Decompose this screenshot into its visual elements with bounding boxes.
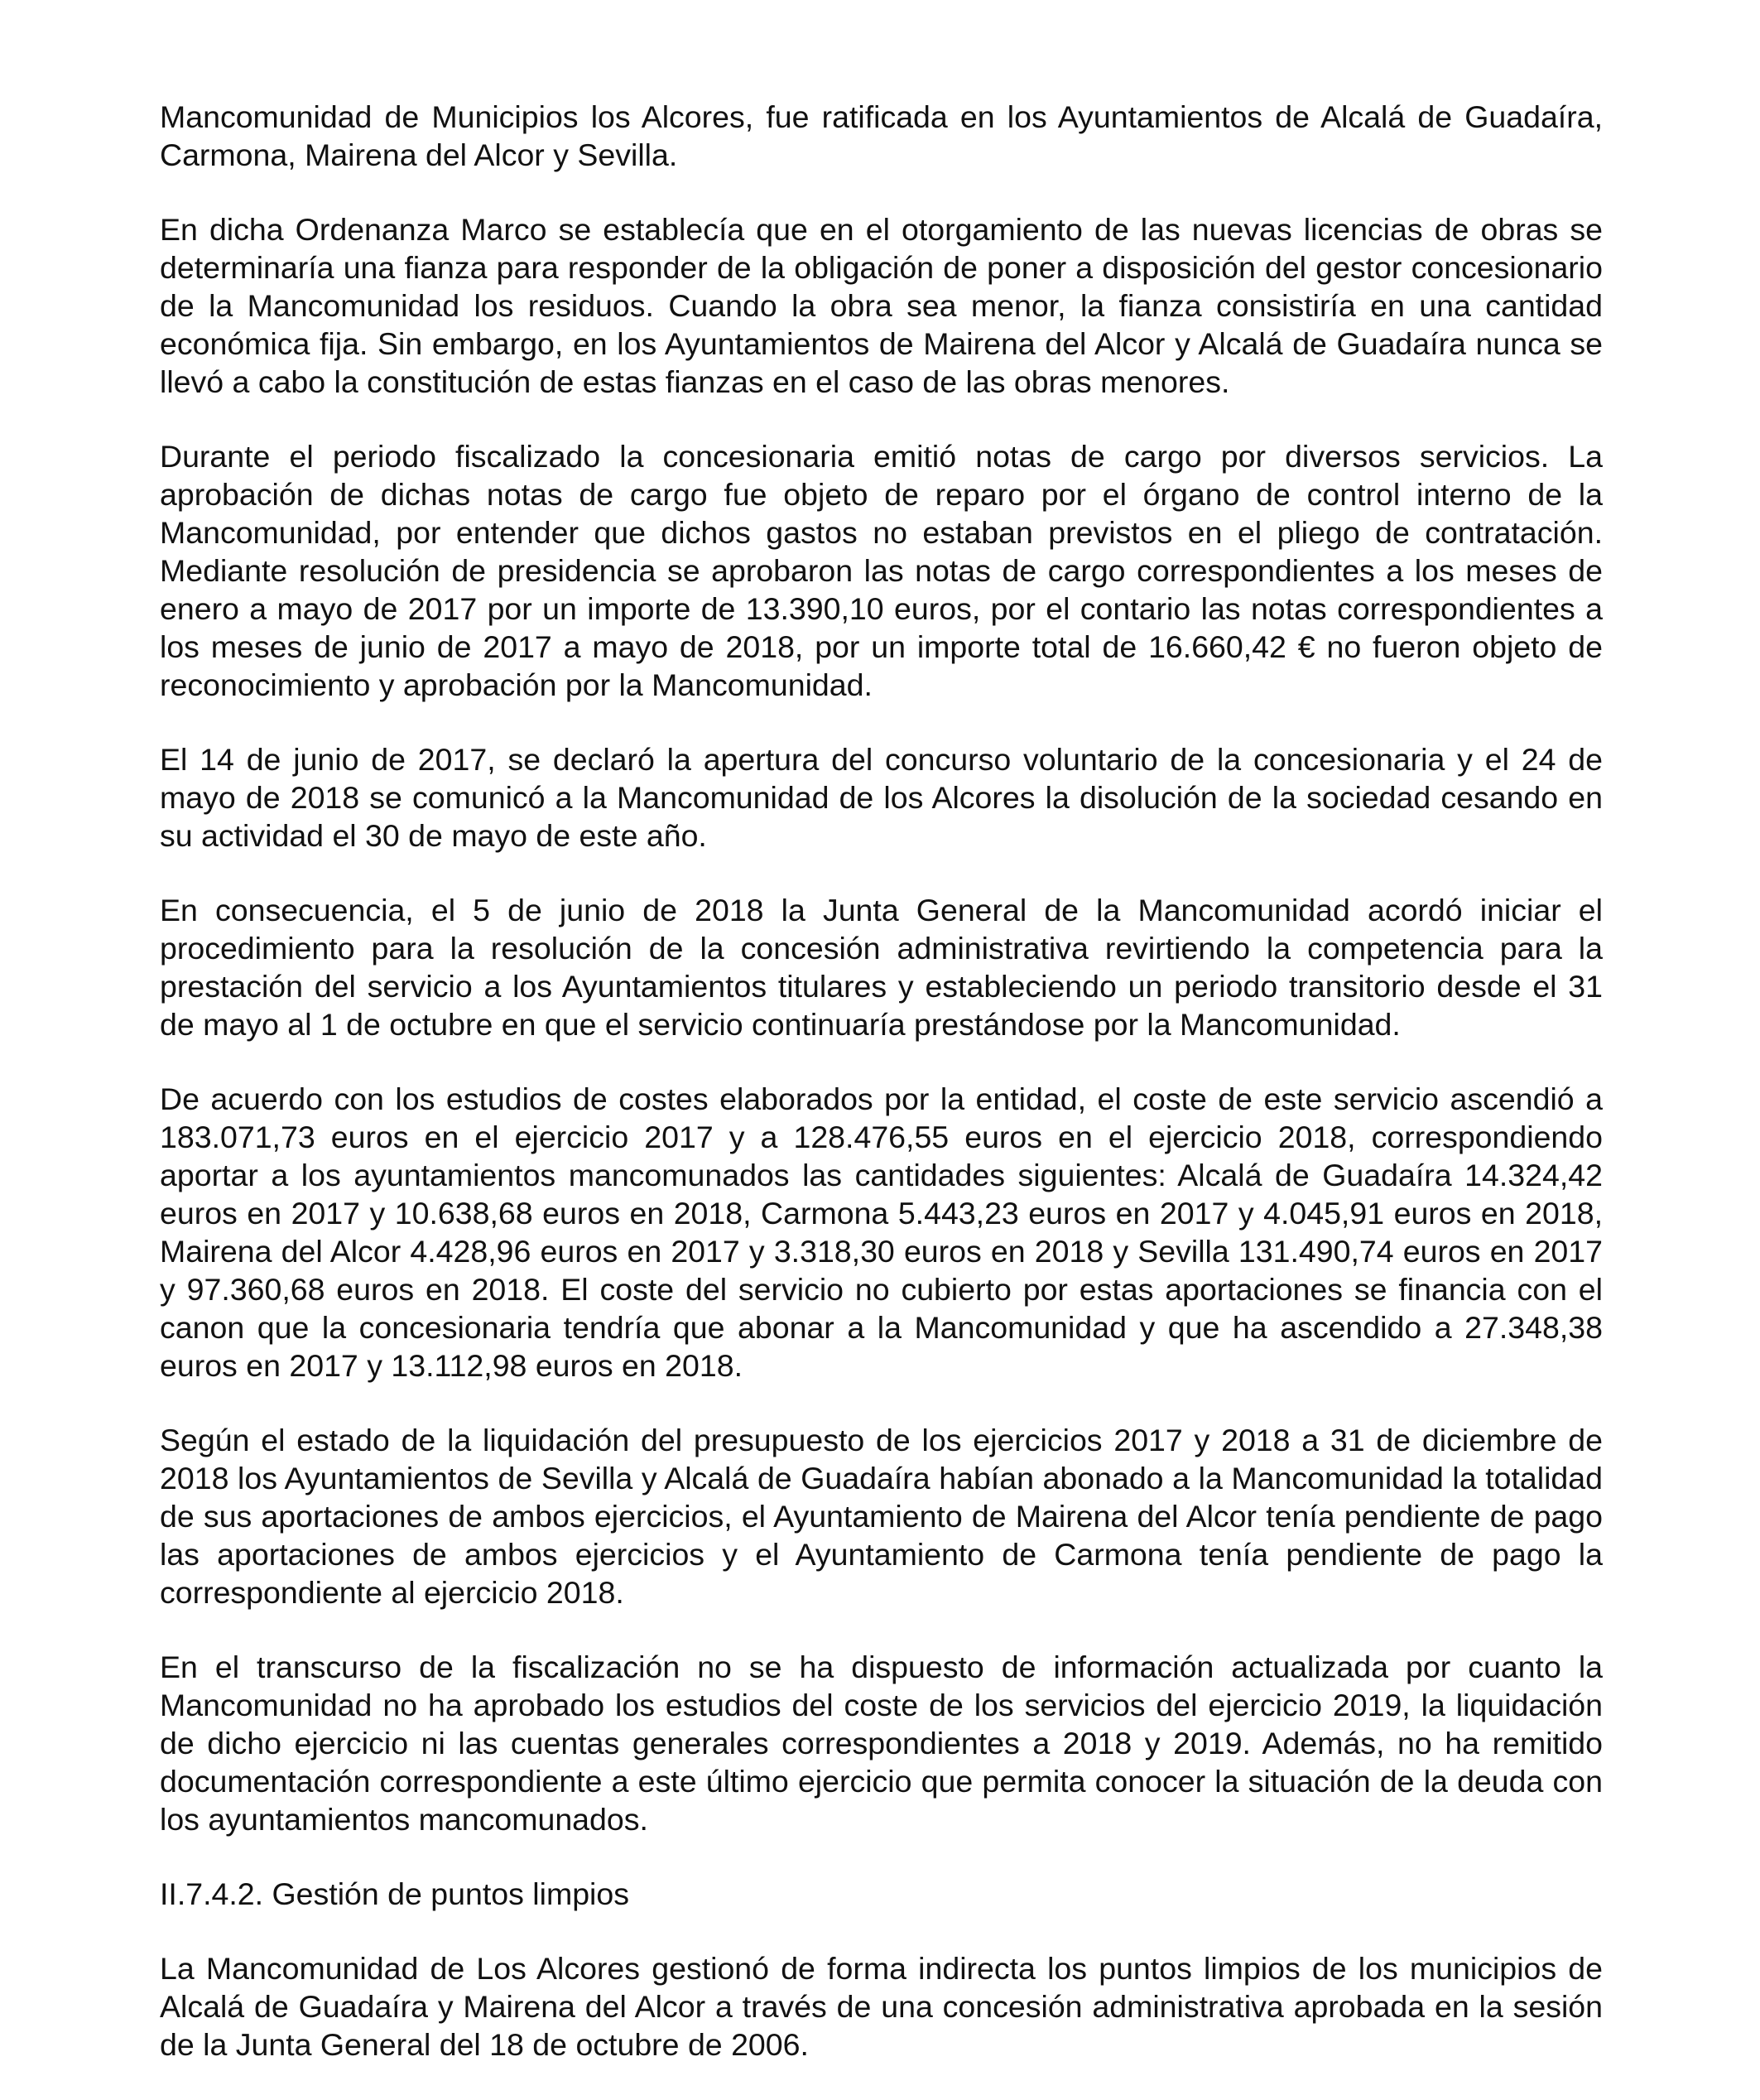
document-body <box>160 98 1603 2100</box>
paragraph-fiscalizacion: En el transcurso de la fiscalización no se ha dispuesto de información actualizada por cuanto la Mancomunidad no ha aprobado los estudios del coste de los servicios del ejercicio 2019, la liquidación de dicho ejercicio ni las cuentas generales correspondientes a 2018 y 2019. Además, no ha remitido documentación correspondiente a este último ejercicio que permita conocer la situación de la deuda con los ayuntamientos mancomunados. <box>160 1650 1603 1837</box>
paragraph-puntos-limpios: La Mancomunidad de Los Alcores gestionó de forma indirecta los puntos limpios de los municipios de Alcalá de Guadaíra y Mairena del Alcor a través de una concesión administrativa aprobada en la sesión de la Junta General del 18 de octubre de 2006. <box>160 1951 1603 2062</box>
paragraph-resolucion: En consecuencia, el 5 de junio de 2018 la Junta General de la Mancomunidad acordó iniciar el procedimiento para la resolución de la concesión administrativa revirtiendo la competencia para la prestación del servicio a los Ayuntamientos titulares y estableciendo un periodo transitorio desde el 31 de mayo al 1 de octubre en que el servicio continuaría prestándose por la Mancomunidad. <box>160 893 1603 1042</box>
section-heading: II.7.4.2. Gestión de puntos limpios <box>160 1876 629 1911</box>
paragraph-ratification: Mancomunidad de Municipios los Alcores, fue ratificada en los Ayuntamientos de Alcalá de Guadaíra, Carmona, Mairena del Alcor y Sevilla. <box>160 99 1603 172</box>
paragraph-liquidacion: Según el estado de la liquidación del presupuesto de los ejercicios 2017 y 2018 a 31 de diciembre de 2018 los Ayuntamientos de Sevilla y Alcalá de Guadaíra habían abonado a la Mancomunidad la totalidad de sus aportaciones de ambos ejercicios, el Ayuntamiento de Mairena del Alcor tenía pendiente de pago las aportaciones de ambos ejercicios y el Ayuntamiento de Carmona tenía pendiente de pago la correspondiente al ejercicio 2018. <box>160 1423 1603 1610</box>
paragraph-notas-de-cargo: Durante el periodo fiscalizado la concesionaria emitió notas de cargo por diversos servicios. La aprobación de dichas notas de cargo fue objeto de reparo por el órgano de control interno de la Mancomunidad, por entender que dichos gastos no estaban previstos en el pliego de contratación. Mediante resolución de presidencia se aprobaron las notas de cargo correspondientes a los meses de enero a mayo de 2017 por un importe de 13.390,10 euros, por el contario las notas correspondientes a los meses de junio de 2017 a mayo de 2018, por un importe total de 16.660,42 € no fueron objeto de reconocimiento y aprobación por la Mancomunidad. <box>160 439 1603 702</box>
paragraph-costes: De acuerdo con los estudios de costes elaborados por la entidad, el coste de este servicio ascendió a 183.071,73 euros en el ejercicio 2017 y a 128.476,55 euros en el ejercicio 2018, correspondiendo aportar a los ayuntamientos mancomunados las cantidades siguientes: Alcalá de Guadaíra 14.324,42 euros en 2017 y 10.638,68 euros en 2018, Carmona 5.443,23 euros en 2017 y 4.045,91 euros en 2018, Mairena del Alcor 4.428,96 euros en 2017 y 3.318,30 euros en 2018 y Sevilla 131.490,74 euros en 2017 y 97.360,68 euros en 2018. El coste del servicio no cubierto por estas aportaciones se financia con el canon que la concesionaria tendría que abonar a la Mancomunidad y que ha ascendido a 27.348,38 euros en 2017 y 13.112,98 euros en 2018. <box>160 1081 1603 1383</box>
paragraph-concurso: El 14 de junio de 2017, se declaró la apertura del concurso voluntario de la concesionaria y el 24 de mayo de 2018 se comunicó a la Mancomunidad de los Alcores la disolución de la sociedad cesando en su actividad el 30 de mayo de este año. <box>160 742 1603 853</box>
paragraph-ordenanza-marco: En dicha Ordenanza Marco se establecía que en el otorgamiento de las nuevas licencias de obras se determinaría una fianza para responder de la obligación de poner a disposición del gestor concesionario de la Mancomunidad los residuos. Cuando la obra sea menor, la fianza consistiría en una cantidad económica fija. Sin embargo, en los Ayuntamientos de Mairena del Alcor y Alcalá de Guadaíra nunca se llevó a cabo la constitución de estas fianzas en el caso de las obras menores. <box>160 212 1603 399</box>
